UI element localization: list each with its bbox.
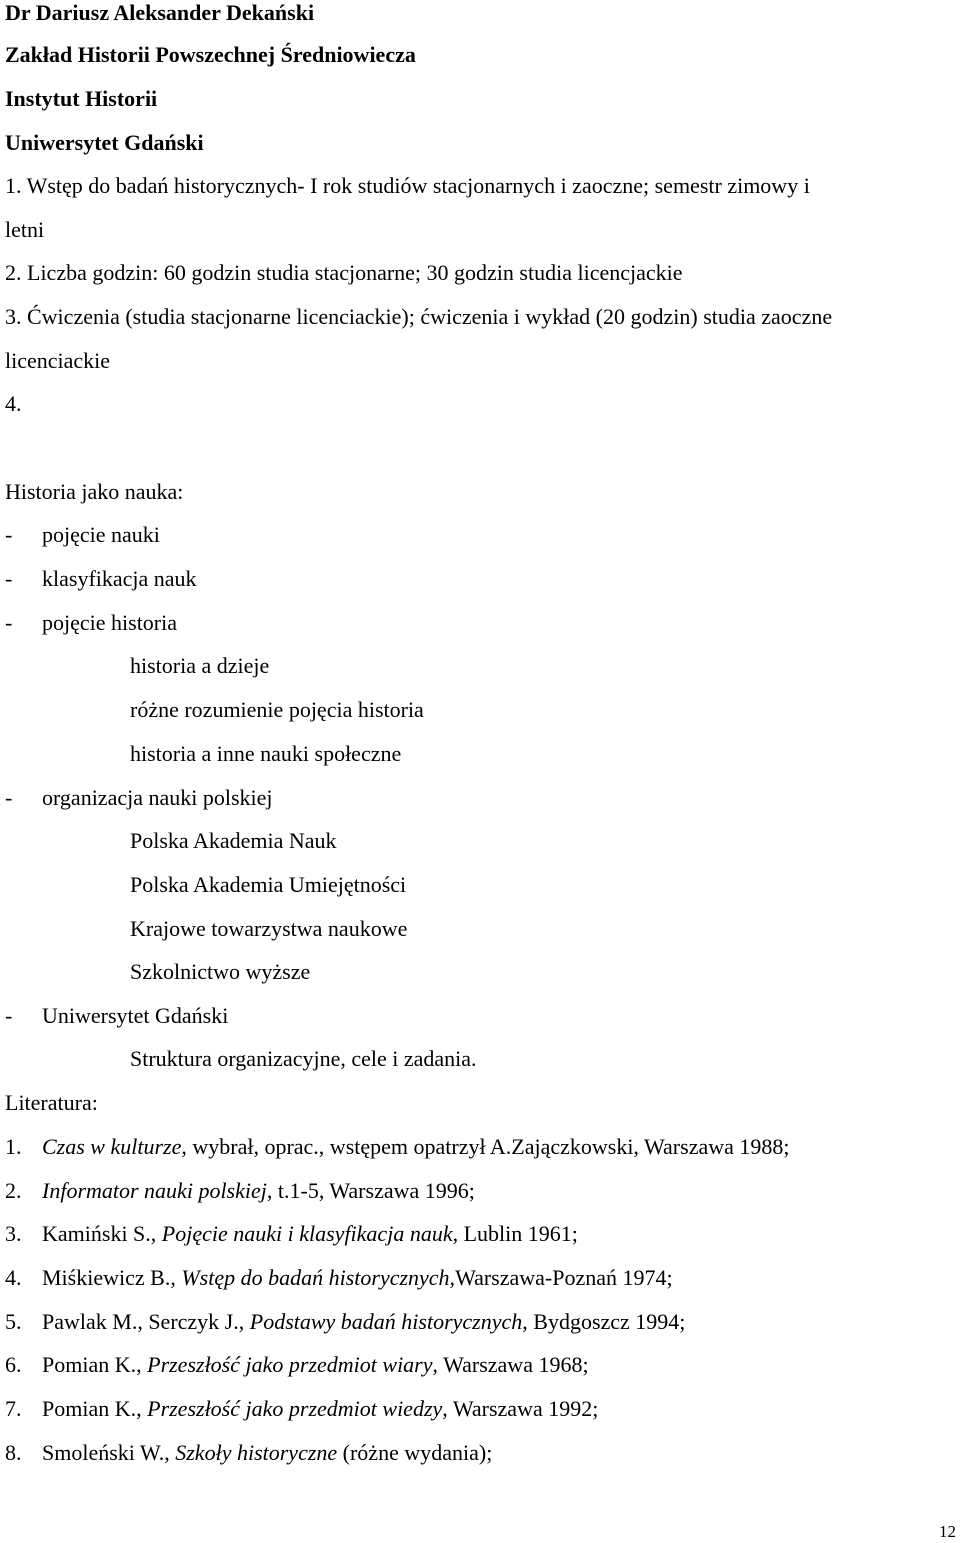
literature-item-text xyxy=(42,1352,589,1378)
bullet-text: pojęcie historia xyxy=(42,610,178,635)
literature-item-number: 3. xyxy=(5,1221,22,1246)
literature-item xyxy=(5,1178,955,1204)
literature-item-details: , Warszawa 1968; xyxy=(432,1352,589,1377)
program-bullet xyxy=(5,1003,955,1029)
bullet-text: organizacja nauki polskiej xyxy=(42,785,273,810)
bullet-text: Uniwersytet Gdański xyxy=(42,1003,229,1028)
program-bullet xyxy=(5,785,955,811)
course-info-item-1-cont: letni xyxy=(5,217,45,242)
literature-item-title: Przeszłość jako przedmiot wiedzy xyxy=(147,1396,443,1421)
literature-item-author: Miśkiewicz B., xyxy=(42,1265,182,1290)
literature-item-title: Wstęp do badań historycznych, xyxy=(181,1265,456,1290)
program-subitem: historia a dzieje xyxy=(130,653,270,678)
literature-item-author: Pawlak M., Serczyk J., xyxy=(42,1309,250,1334)
literature-item-title: Pojęcie nauki i klasyfikacja nauk xyxy=(161,1221,453,1246)
literature-item-author: Smoleński W., xyxy=(42,1440,176,1465)
literature-item-text xyxy=(42,1265,673,1291)
program-bullet xyxy=(5,522,955,548)
bullet-dash: - xyxy=(5,610,13,635)
literature-item-number: 2. xyxy=(5,1178,22,1203)
literature-item-number: 1. xyxy=(5,1134,22,1159)
bullet-dash: - xyxy=(5,785,13,810)
bullet-dash: - xyxy=(5,1003,13,1028)
literature-item xyxy=(5,1396,955,1422)
literature-item-details: (różne wydania); xyxy=(337,1440,493,1465)
course-info-item-4: 4. xyxy=(5,391,22,416)
program-bullet xyxy=(5,566,955,592)
bullet-dash: - xyxy=(5,522,13,547)
literature-item-title: Przeszłość jako przedmiot wiary xyxy=(147,1352,433,1377)
literature-item-details: , Bydgoszcz 1994; xyxy=(522,1309,686,1334)
literature-item xyxy=(5,1309,955,1335)
literature-item xyxy=(5,1265,955,1291)
literature-item-details: , Warszawa 1992; xyxy=(442,1396,599,1421)
department-name: Zakład Historii Powszechnej Średniowiecza xyxy=(5,42,416,67)
literature-item-title: Podstawy badań historycznych xyxy=(249,1309,523,1334)
program-subitem: Krajowe towarzystwa naukowe xyxy=(130,916,408,941)
course-info-item-2: 2. Liczba godzin: 60 godzin studia stacjonarne; 30 godzin studia licencjackie xyxy=(5,260,683,285)
literature-item-number: 8. xyxy=(5,1440,22,1465)
literature-item-title: Informator nauki polskiej xyxy=(42,1178,267,1203)
program-bullet xyxy=(5,610,955,636)
program-heading: Historia jako nauka: xyxy=(5,479,184,504)
literature-item-number: 5. xyxy=(5,1309,22,1334)
bullet-text: klasyfikacja nauk xyxy=(42,566,197,591)
literature-item-author: Pomian K., xyxy=(42,1396,148,1421)
literature-item xyxy=(5,1221,955,1247)
literature-item xyxy=(5,1440,955,1466)
literature-item-author: Pomian K., xyxy=(42,1352,148,1377)
literature-item-author: Kamiński S., xyxy=(42,1221,162,1246)
literature-item-number: 4. xyxy=(5,1265,22,1290)
program-subitem: Polska Akademia Umiejętności xyxy=(130,872,407,897)
literature-item xyxy=(5,1134,955,1160)
literature-item-details: Warszawa-Poznań 1974; xyxy=(455,1265,673,1290)
course-info-item-1: 1. Wstęp do badań historycznych- I rok studiów stacjonarnych i zaoczne; semestr zimowy i xyxy=(5,173,810,198)
bullet-text: pojęcie nauki xyxy=(42,522,160,547)
literature-item-details: , Lublin 1961; xyxy=(452,1221,578,1246)
literature-item-text xyxy=(42,1440,492,1466)
bullet-dash: - xyxy=(5,566,13,591)
university-name: Uniwersytet Gdański xyxy=(5,130,204,155)
literature-heading: Literatura: xyxy=(5,1090,98,1115)
literature-item-text xyxy=(42,1134,790,1160)
literature-item xyxy=(5,1352,955,1378)
institute-name: Instytut Historii xyxy=(5,86,158,111)
literature-item-details: , wybrał, oprac., wstępem opatrzył A.Zajączkowski, Warszawa 1988; xyxy=(181,1134,790,1159)
literature-item-text xyxy=(42,1396,598,1422)
literature-item-text xyxy=(42,1178,475,1204)
literature-item-number: 6. xyxy=(5,1352,22,1377)
literature-item-title: Szkoły historyczne xyxy=(175,1440,338,1465)
course-info-item-3-cont: licenciackie xyxy=(5,348,111,373)
literature-item-details: , t.1-5, Warszawa 1996; xyxy=(266,1178,475,1203)
program-subitem: różne rozumienie pojęcia historia xyxy=(130,697,424,722)
page-number: 12 xyxy=(939,1522,956,1541)
course-info-item-3: 3. Ćwiczenia (studia stacjonarne licenciackie); ćwiczenia i wykład (20 godzin) studia zaoczne xyxy=(5,304,833,329)
program-subitem: Szkolnictwo wyższe xyxy=(130,959,311,984)
author-name: Dr Dariusz Aleksander Dekański xyxy=(5,0,315,25)
literature-item-number: 7. xyxy=(5,1396,22,1421)
program-subitem: Struktura organizacyjne, cele i zadania. xyxy=(130,1046,477,1071)
program-subitem: historia a inne nauki społeczne xyxy=(130,741,402,766)
literature-item-text xyxy=(42,1221,578,1247)
literature-item-title: Czas w kulturze xyxy=(42,1134,182,1159)
program-subitem: Polska Akademia Nauk xyxy=(130,828,337,853)
literature-item-text xyxy=(42,1309,685,1335)
